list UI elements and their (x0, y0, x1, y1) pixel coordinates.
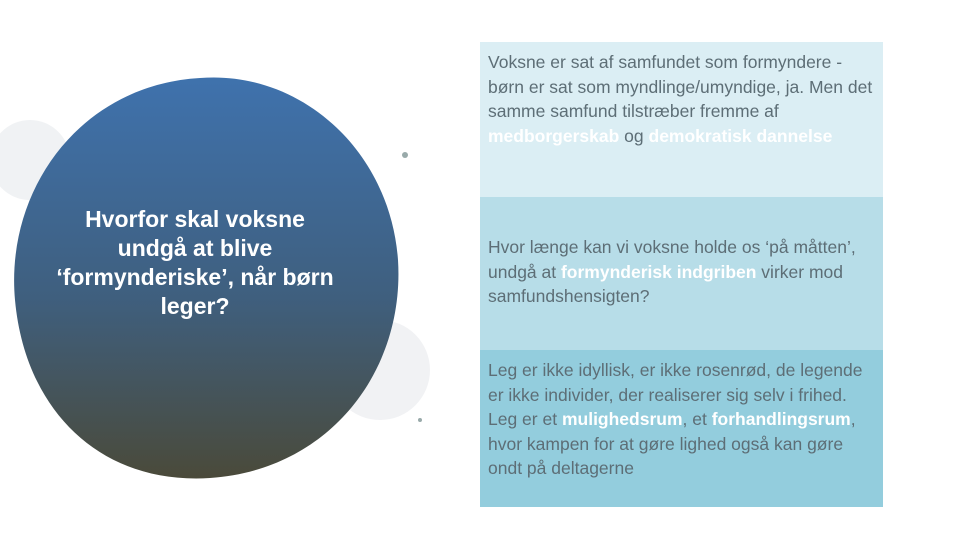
text-box-leg (480, 350, 883, 507)
highlight-medborgerskab: medborgerskab (488, 125, 620, 146)
highlight-mulighedsrum: mulighedsrum (561, 409, 683, 429)
text: og (619, 125, 649, 146)
text: Hvor længe kan vi voksne holde os ‘på måtten’, undgå at (488, 237, 856, 282)
text: Leg er ikke idyllisk, er ikke rosenrød, de legende er ikke individer, der realiserer sig selv i frihed. Leg er et (488, 360, 863, 429)
highlight-demokratisk-dannelse: demokratisk dannelse (648, 125, 833, 146)
text: virker mod samfundshensigten? (488, 261, 843, 306)
text: , hvor kampen for at gøre lighed også kan gøre ondt på deltagerne (488, 409, 856, 478)
highlight-formynderisk-indgriben: formynderisk indgriben (560, 261, 757, 282)
slide-title: Hvorfor skal voksne undgå at blive ‘formynderiske’, når børn leger? (56, 206, 334, 319)
text-box-maatten (480, 197, 883, 350)
text: , et (682, 409, 712, 429)
text: Voksne er sat af samfundet som formyndere - børn er sat som myndlinge/umyndige, ja. Men det samme samfund tilstræber fremme af (488, 52, 873, 121)
highlight-forhandlingsrum: forhandlingsrum (711, 409, 851, 429)
text-box-formyndere (480, 42, 883, 197)
